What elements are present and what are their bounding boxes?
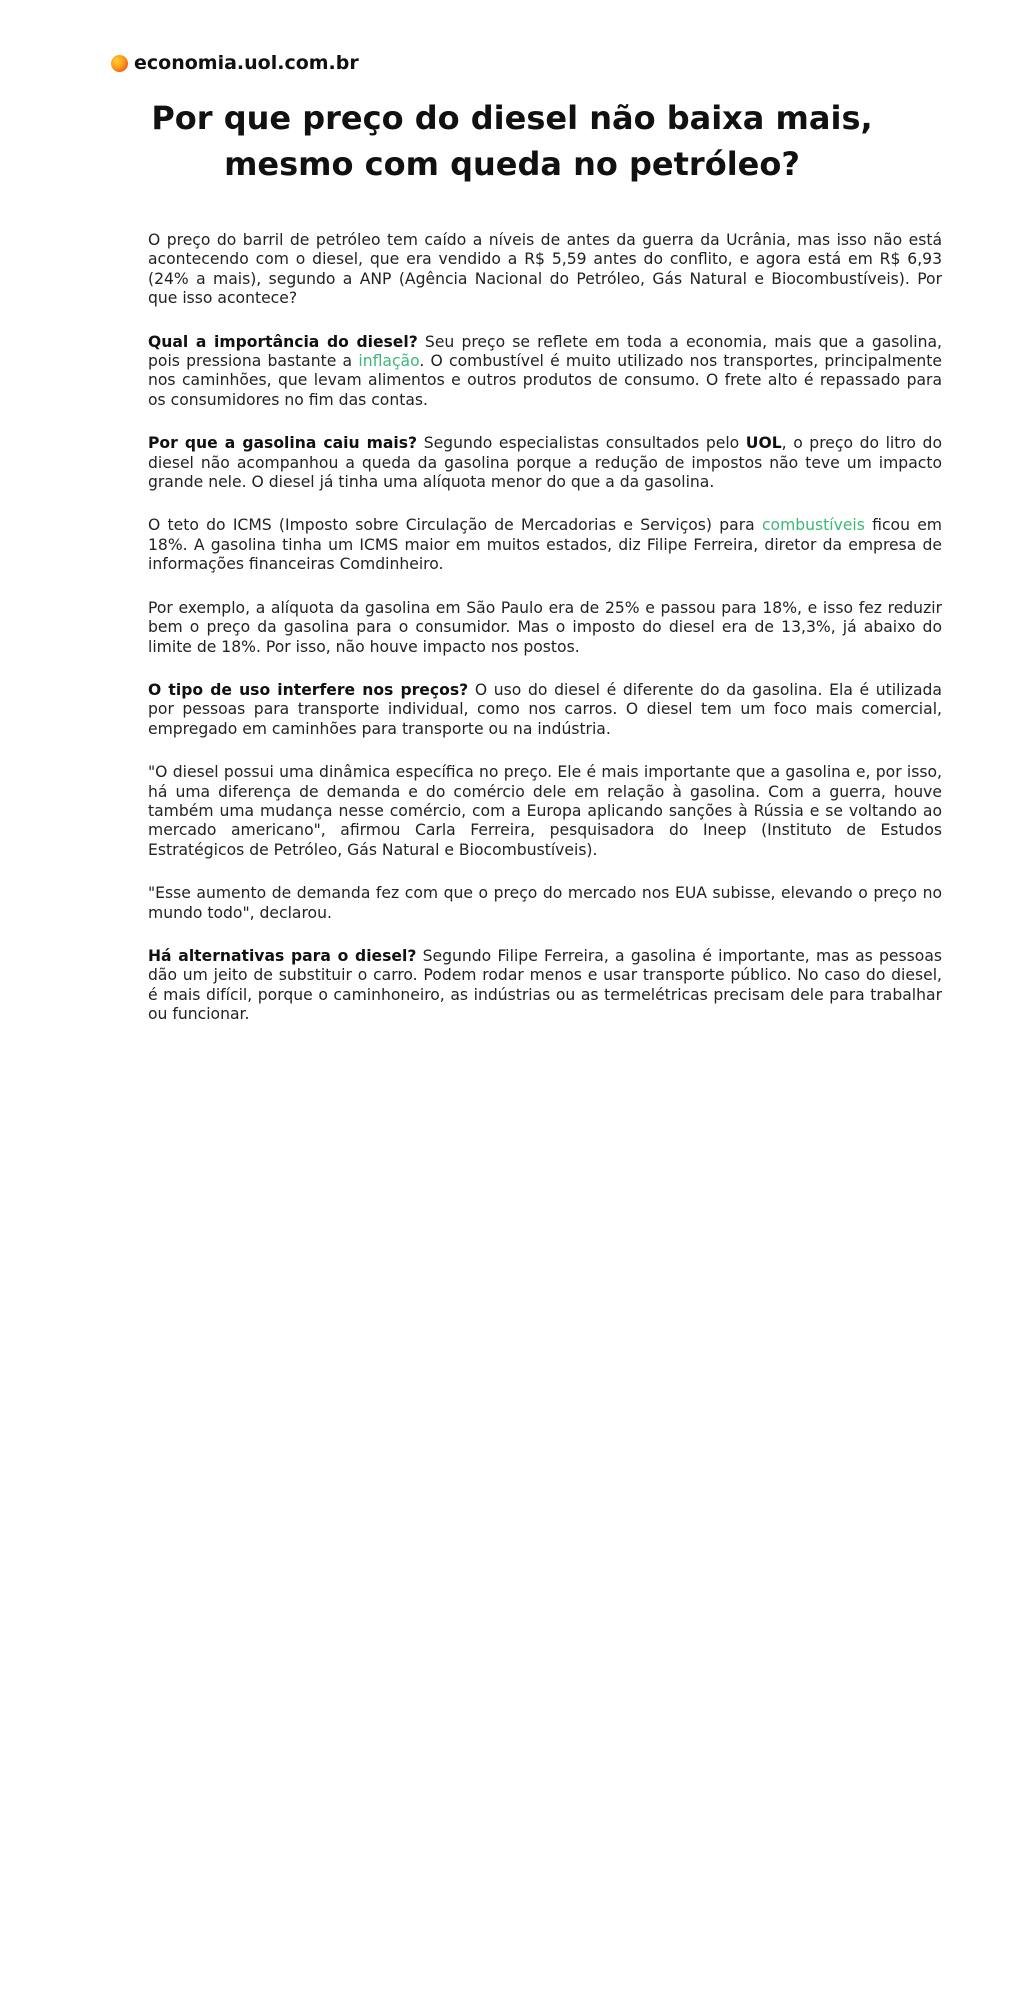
paragraph-text: , o preço do litro do diesel não acompanhou a queda da gasolina porque a redução de impostos não teve um impacto grande nele. O diesel já tinha uma alíquota menor do que a da gasolina. [148, 434, 942, 492]
site-header [111, 52, 359, 74]
article-title: Por que preço do diesel não baixa mais, mesmo com queda no petróleo? [151, 99, 873, 183]
article-paragraph-9 [148, 947, 942, 1025]
uol-logo-icon [111, 55, 128, 72]
paragraph-text: "Esse aumento de demanda fez com que o preço do mercado nos EUA subisse, elevando o preço no mundo todo", declarou. [148, 884, 942, 922]
article-paragraph-3 [148, 434, 942, 492]
brand-mention: UOL [745, 434, 782, 453]
paragraph-text: Por exemplo, a alíquota da gasolina em São Paulo era de 25% e passou para 18%, e isso fez reduzir bem o preço da gasolina para o consumidor. Mas o imposto do diesel era de 13,3%, já abaixo do limite de 18%. Por isso, não houve impacto nos postos. [148, 598, 942, 656]
article-paragraph-2 [148, 333, 942, 411]
article-paragraph-4 [148, 516, 942, 574]
article-paragraph-6 [148, 681, 942, 739]
paragraph-text: O teto do ICMS (Imposto sobre Circulação de Mercadorias e Serviços) para [148, 516, 762, 535]
article-paragraph-8 [148, 884, 942, 923]
paragraph-text: Segundo Filipe Ferreira, a gasolina é importante, mas as pessoas dão um jeito de substituir o carro. Podem rodar menos e usar transporte público. No caso do diesel, é mais difícil, porque o caminhoneiro, as indústrias ou as termelétricas precisam dele para trabalhar ou funcionar. [148, 946, 942, 1024]
article-paragraph-5 [148, 599, 942, 657]
paragraph-text: Seu preço se reflete em toda a economia, mais que a gasolina, pois pressiona bastante a [148, 332, 942, 371]
paragraph-text: "O diesel possui uma dinâmica específica no preço. Ele é mais importante que a gasolina e, por isso, há uma diferença de demanda e do comércio dele em relação à gasolina. Com a guerra, houve também uma mudança nesse comércio, com a Europa aplicando sanções à Rússia e se voltando ao mercado americano", afirmou Carla Ferreira, pesquisadora do Ineep (Instituto de Estudos Estratégicos de Petróleo, Gás Natural e Biocombustíveis). [148, 763, 942, 859]
inflation-link[interactable]: inflação [358, 352, 420, 371]
site-name[interactable]: economia.uol.com.br [134, 52, 359, 74]
paragraph-text: ficou em 18%. A gasolina tinha um ICMS maior em muitos estados, diz Filipe Ferreira, diretor da empresa de informações financeiras Comdinheiro. [148, 516, 942, 574]
paragraph-text: O uso do diesel é diferente do da gasolina. Ela é utilizada por pessoas para transporte individual, como nos carros. O diesel tem um foco mais comercial, empregado em caminhões para transporte ou na indústria. [148, 680, 942, 738]
paragraph-text: O preço do barril de petróleo tem caído a níveis de antes da guerra da Ucrânia, mas isso não está acontecendo com o diesel, que era vendido a R$ 5,59 antes do conflito, e agora está em R$ 6,93 (24% a mais), segundo a ANP (Agência Nacional do Petróleo, Gás Natural e Biocombustíveis). Por que isso acontece? [148, 231, 942, 308]
paragraph-text: . O combustível é muito utilizado nos transportes, principalmente nos caminhões, que levam alimentos e outros produtos de consumo. O frete alto é repassado para os consumidores no fim das contas. [148, 352, 942, 409]
article-body [148, 231, 942, 1049]
paragraph-lead: Qual a importância do diesel? [148, 332, 418, 351]
paragraph-lead: Há alternativas para o diesel? [148, 946, 417, 965]
article-paragraph-7 [148, 763, 942, 860]
paragraph-lead: O tipo de uso interfere nos preços? [148, 680, 469, 699]
paragraph-lead: Por que a gasolina caiu mais? [148, 434, 418, 453]
fuels-link[interactable]: combustíveis [761, 516, 865, 535]
paragraph-text: Segundo especialistas consultados pelo [417, 434, 746, 453]
article-paragraph-1 [148, 231, 942, 309]
